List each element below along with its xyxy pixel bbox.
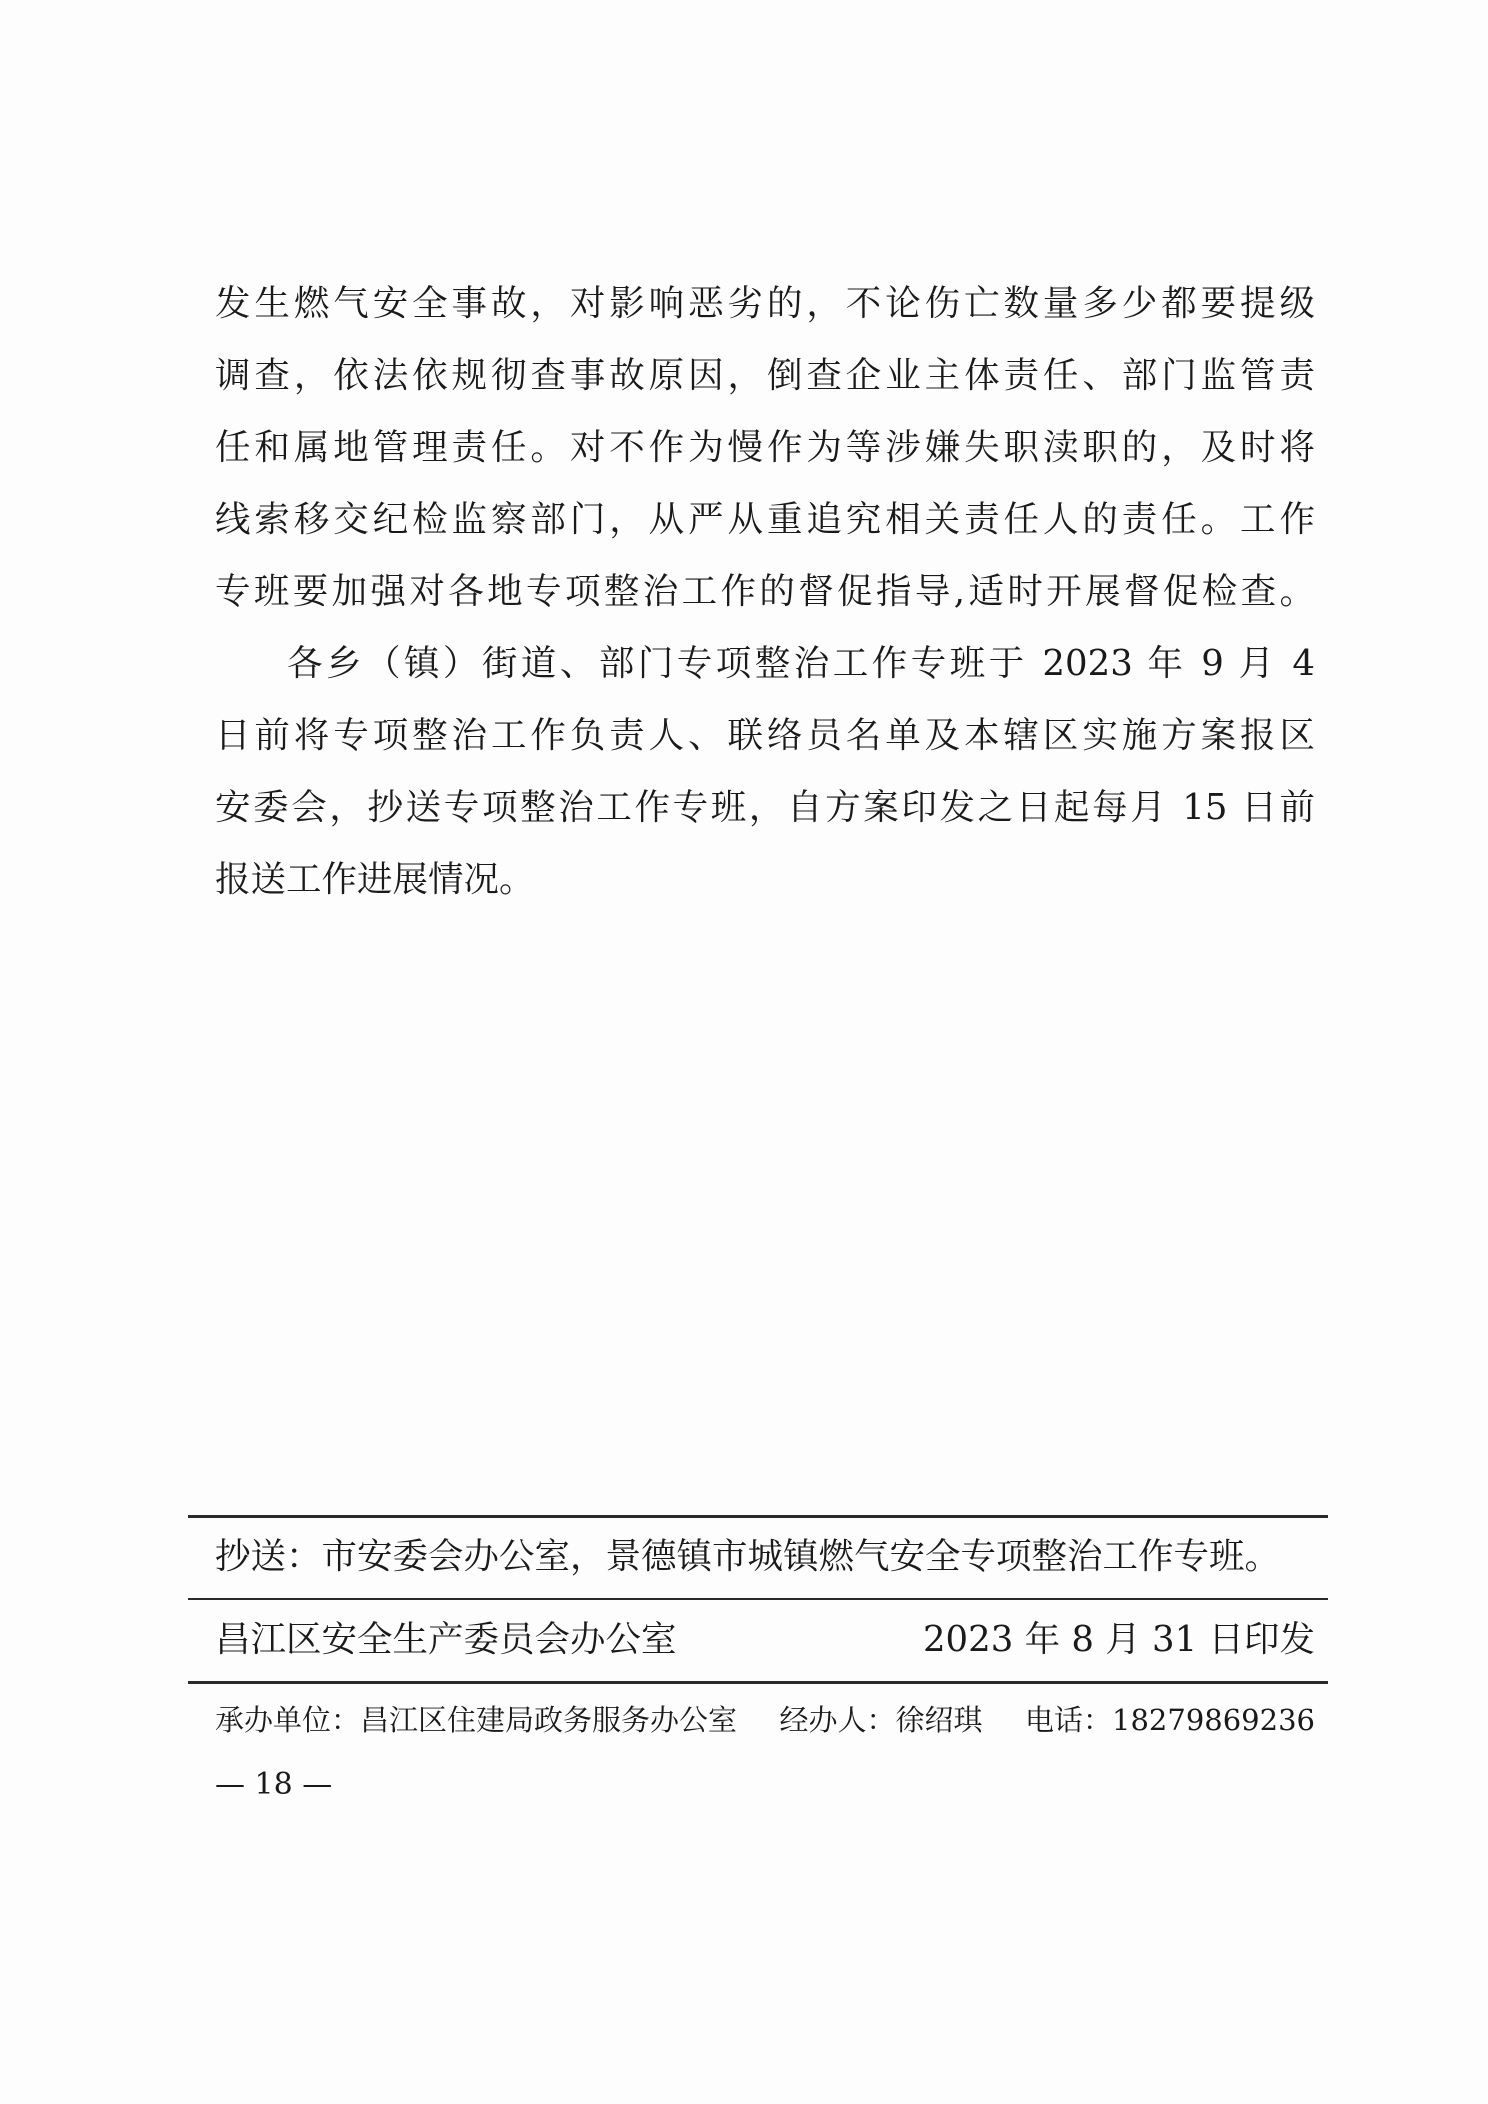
cc-line: 抄送：市安委会办公室，景德镇市城镇燃气安全专项整治工作专班。 bbox=[215, 1536, 1281, 1577]
paragraph-2-line-4: 报送工作进展情况。 bbox=[215, 859, 535, 900]
footer-middle-rule bbox=[188, 1598, 1328, 1600]
paragraph-1-line-4: 线索移交纪检监察部门，从严从重追究相关责任人的责任。工作 bbox=[215, 499, 1315, 540]
paragraph-1-line-1: 发生燃气安全事故，对影响恶劣的，不论伤亡数量多少都要提级 bbox=[215, 283, 1315, 324]
paragraph-1-line-2: 调查，依法依规彻查事故原因，倒查企业主体责任、部门监管责 bbox=[215, 355, 1315, 396]
footer-bottom-rule bbox=[188, 1681, 1328, 1684]
phone-number: 电话：18279869236 bbox=[1025, 1703, 1315, 1737]
body-text bbox=[215, 268, 1315, 916]
paragraph-2-line-2: 日前将专项整治工作负责人、联络员名单及本辖区实施方案报区 bbox=[215, 715, 1315, 756]
issuer-name: 昌江区安全生产委员会办公室 bbox=[215, 1619, 677, 1660]
footer-top-rule bbox=[188, 1515, 1328, 1518]
undertaking-unit: 承办单位：昌江区住建局政务服务办公室 bbox=[215, 1703, 738, 1737]
paragraph-1-line-5: 专班要加强对各地专项整治工作的督促指导,适时开展督促检查。 bbox=[215, 571, 1315, 612]
handler-name: 经办人：徐绍琪 bbox=[779, 1703, 983, 1737]
page-number: — 18 — bbox=[215, 1767, 333, 1802]
paragraph-2-line-3: 安委会，抄送专项整治工作专班，自方案印发之日起每月 15 日前 bbox=[215, 787, 1315, 828]
issuer-line bbox=[215, 1612, 1315, 1668]
contact-line bbox=[215, 1695, 1315, 1745]
paragraph-2-line-1: 各乡（镇）街道、部门专项整治工作专班于 2023 年 9 月 4 bbox=[287, 643, 1315, 684]
paragraph-1-line-3: 任和属地管理责任。对不作为慢作为等涉嫌失职渎职的，及时将 bbox=[215, 427, 1315, 468]
issue-date: 2023 年 8 月 31 日印发 bbox=[922, 1619, 1315, 1660]
